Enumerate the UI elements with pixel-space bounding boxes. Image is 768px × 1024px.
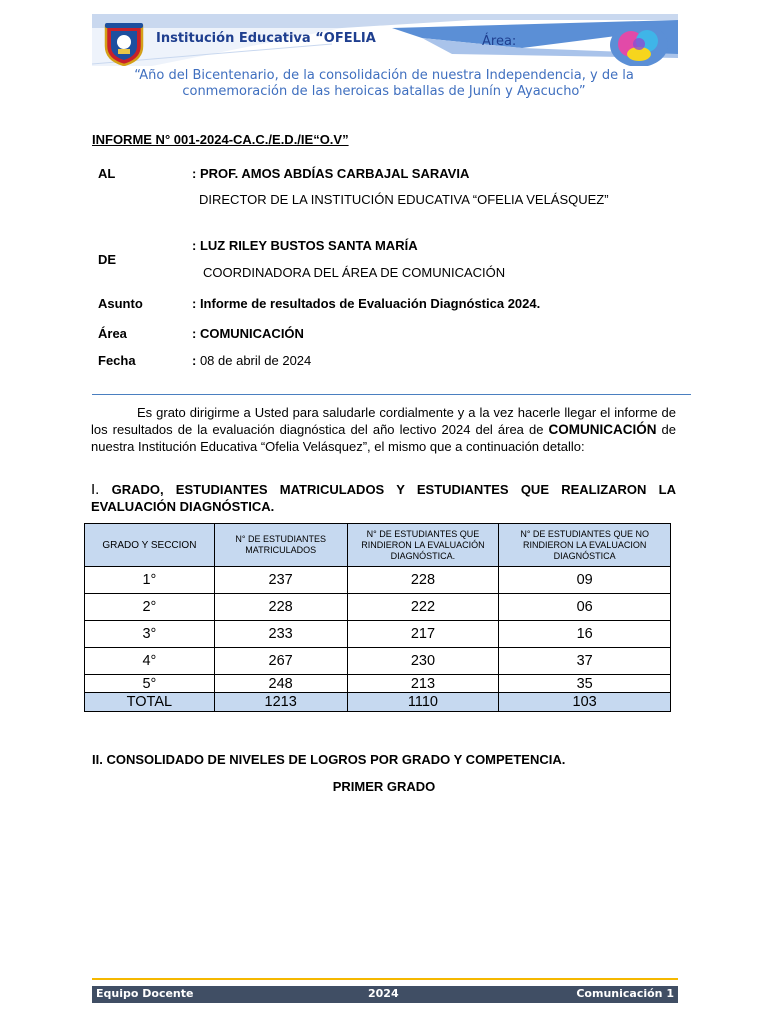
enrollment-table bbox=[84, 523, 671, 712]
table-total-row bbox=[85, 693, 671, 712]
footer-team: Equipo Docente bbox=[96, 987, 194, 1000]
table-header-row bbox=[85, 524, 671, 567]
intro-text-2: de nuestra Institución Educativa “Ofelia Velásquez”, el mismo que a continuación detallo: bbox=[91, 422, 677, 454]
school-crest-logo bbox=[102, 22, 146, 66]
cell-took: 230 bbox=[347, 648, 499, 675]
area-label: Área: bbox=[482, 34, 517, 49]
memo-subject-value: : Informe de resultados de Evaluación Diagnóstica 2024. bbox=[192, 296, 541, 311]
memo-area-key: Área bbox=[98, 326, 127, 341]
cell-enrolled: 233 bbox=[214, 621, 347, 648]
memo-date-key: Fecha bbox=[98, 353, 136, 368]
footer-year: 2024 bbox=[368, 987, 399, 1000]
cell-grade: 2° bbox=[85, 594, 215, 621]
intro-bold-area: COMUNICACIÓN bbox=[548, 422, 657, 437]
section-2-heading: II. CONSOLIDADO DE NIVELES DE LOGROS POR GRADO Y COMPETENCIA. bbox=[92, 752, 566, 767]
cell-missed: 06 bbox=[499, 594, 671, 621]
table-row bbox=[85, 648, 671, 675]
header-enrolled: N° DE ESTUDIANTES MATRICULADOS bbox=[214, 524, 347, 567]
institution-title: “OFELIA bbox=[315, 31, 376, 46]
total-missed: 103 bbox=[499, 693, 671, 712]
cell-took: 217 bbox=[347, 621, 499, 648]
total-enrolled: 1213 bbox=[214, 693, 347, 712]
cell-missed: 35 bbox=[499, 675, 671, 693]
cell-grade: 5° bbox=[85, 675, 215, 693]
table-row bbox=[85, 621, 671, 648]
table-row bbox=[85, 567, 671, 594]
cell-enrolled: 228 bbox=[214, 594, 347, 621]
table-row bbox=[85, 594, 671, 621]
memo-to-role: DIRECTOR DE LA INSTITUCIÓN EDUCATIVA “OFELIA VELÁSQUEZ” bbox=[199, 192, 609, 207]
report-title: INFORME N° 001-2024-CA.C./E.D./IE“O.V” bbox=[92, 132, 349, 147]
cell-missed: 09 bbox=[499, 567, 671, 594]
total-label: TOTAL bbox=[85, 693, 215, 712]
header-took-evaluation: N° DE ESTUDIANTES QUE RINDIERON LA EVALUACIÓN DIAGNÓSTICA. bbox=[347, 524, 499, 567]
cell-missed: 16 bbox=[499, 621, 671, 648]
memo-from-name: : LUZ RILEY BUSTOS SANTA MARÍA bbox=[192, 238, 418, 253]
cell-took: 228 bbox=[347, 567, 499, 594]
memo-to-name: : PROF. AMOS ABDÍAS CARBAJAL SARAVIA bbox=[192, 166, 470, 181]
section-1-number: I. bbox=[91, 481, 100, 498]
memo-to-key: AL bbox=[98, 166, 116, 181]
document-header bbox=[92, 14, 678, 66]
institution-name bbox=[156, 31, 376, 46]
memo-from-key: DE bbox=[98, 252, 117, 267]
memo-date-value: 08 de abril de 2024 bbox=[196, 353, 312, 368]
memo-date bbox=[192, 353, 311, 368]
first-grade-heading: PRIMER GRADO bbox=[332, 779, 436, 794]
section-1-heading bbox=[91, 481, 676, 515]
memo-from-role: COORDINADORA DEL ÁREA DE COMUNICACIÓN bbox=[203, 265, 506, 280]
cell-took: 222 bbox=[347, 594, 499, 621]
cell-enrolled: 237 bbox=[214, 567, 347, 594]
year-motto: “Año del Bicentenario, de la consolidación de nuestra Independencia, y de la conmemoración de las heroicas batallas de Junín y Ayacucho” bbox=[134, 68, 634, 99]
document-footer bbox=[92, 986, 678, 1003]
memo-divider bbox=[92, 394, 691, 395]
memo-subject-key: Asunto bbox=[98, 296, 143, 311]
memo-date-colon: : bbox=[192, 353, 197, 368]
area-speech-bubbles-icon bbox=[609, 22, 669, 66]
cell-grade: 1° bbox=[85, 567, 215, 594]
header-grade: GRADO Y SECCION bbox=[85, 524, 215, 567]
cell-enrolled: 267 bbox=[214, 648, 347, 675]
intro-paragraph bbox=[91, 404, 676, 455]
footer-accent-line bbox=[92, 978, 678, 980]
intro-text-1: Es grato dirigirme a Usted para saludarle cordialmente y a la vez hacerle llegar el informe de los resultados de la evaluación diagnóstica del año lectivo 2024 del área de bbox=[91, 405, 676, 437]
total-took: 1110 bbox=[347, 693, 499, 712]
cell-enrolled: 248 bbox=[214, 675, 347, 693]
cell-grade: 3° bbox=[85, 621, 215, 648]
header-missed-evaluation: N° DE ESTUDIANTES QUE NO RINDIERON LA EVALUACION DIAGNÓSTICA bbox=[499, 524, 671, 567]
footer-subject: Comunicación 1 bbox=[576, 987, 674, 1000]
section-1-title: GRADO, ESTUDIANTES MATRICULADOS Y ESTUDIANTES QUE REALIZARON LA EVALUACIÓN DIAGNÓSTICA. bbox=[91, 482, 676, 514]
cell-missed: 37 bbox=[499, 648, 671, 675]
memo-area-value: : COMUNICACIÓN bbox=[192, 326, 304, 341]
table-row bbox=[85, 675, 671, 693]
institution-prefix: Institución Educativa bbox=[156, 31, 316, 46]
cell-grade: 4° bbox=[85, 648, 215, 675]
cell-took: 213 bbox=[347, 675, 499, 693]
